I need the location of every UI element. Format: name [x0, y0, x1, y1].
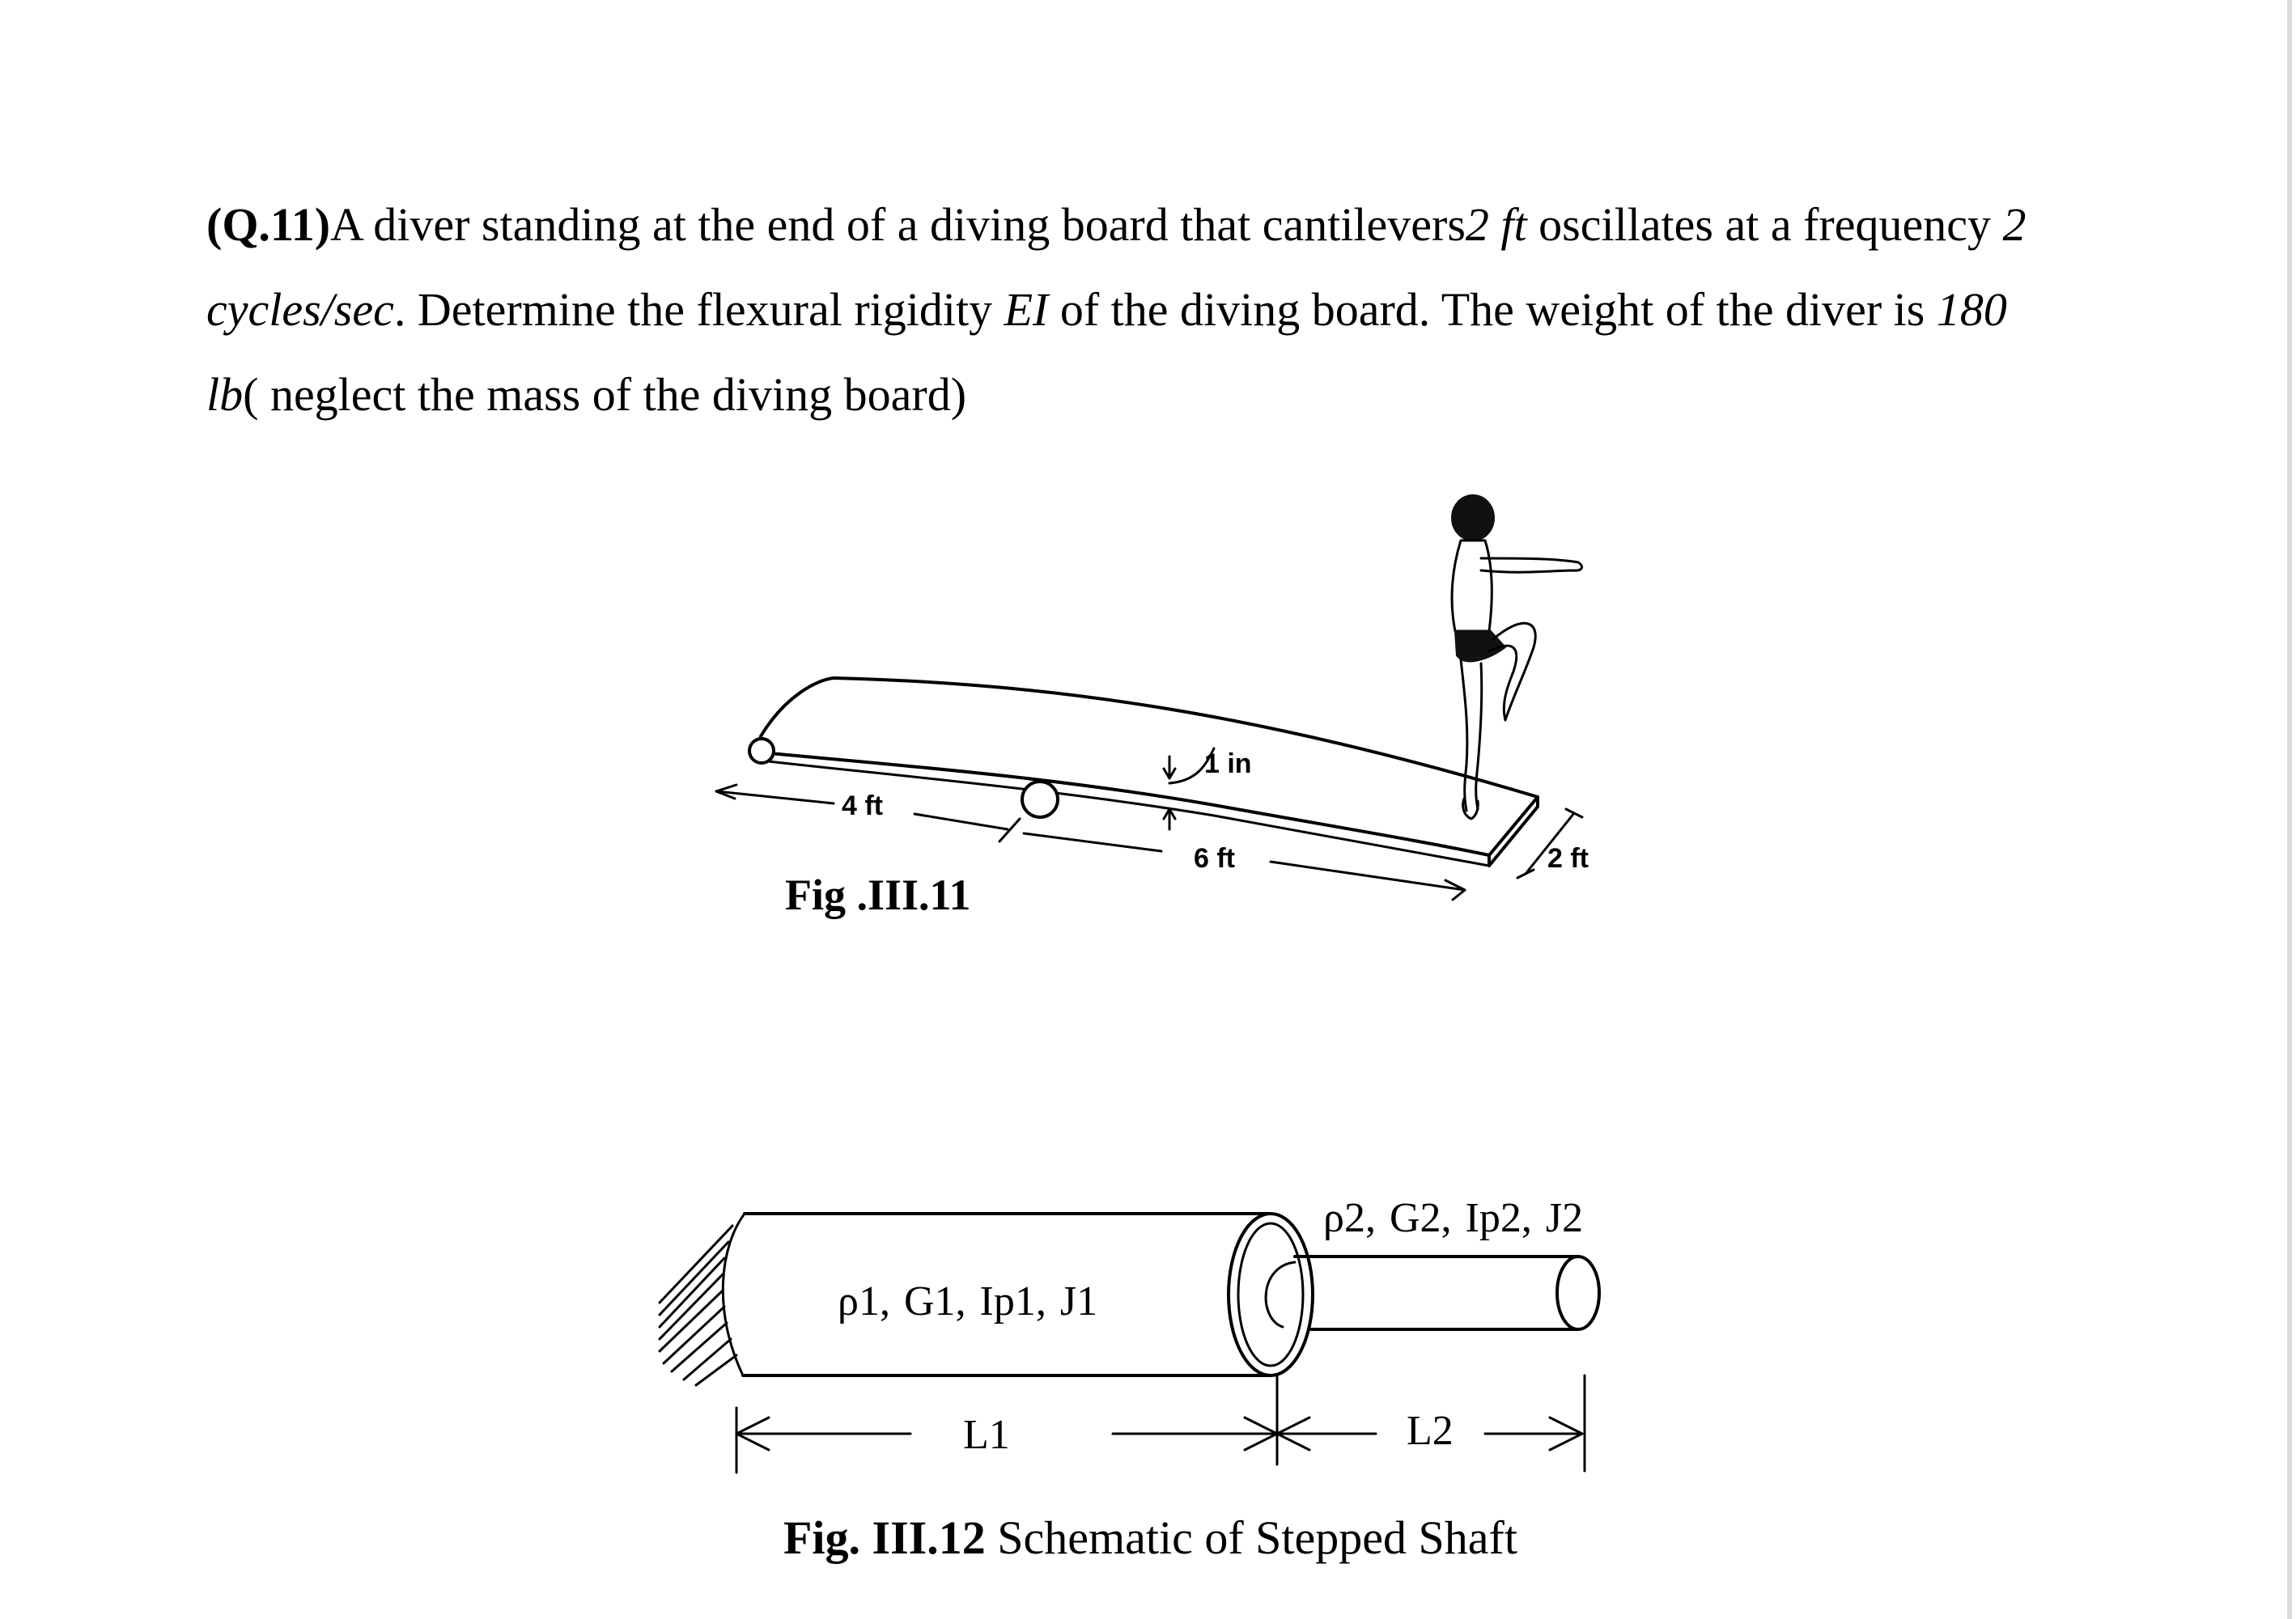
- question-number: (Q.11): [206, 198, 331, 251]
- dim-1in-upper: [1164, 757, 1175, 778]
- weight-value: 180: [1936, 283, 2007, 336]
- dim-2ft-label: 2 ft: [1547, 843, 1589, 874]
- wall-hatching: [660, 1226, 736, 1385]
- length-L2-label: L2: [1407, 1408, 1454, 1454]
- diver-torso: [1452, 540, 1492, 631]
- shaft1-properties: ρ1, G1, Ip1, J1: [838, 1278, 1098, 1324]
- cantilever-length: 2 ft: [1465, 198, 1527, 251]
- diver-illustration: [1452, 495, 1582, 819]
- dim-1in-lower: [1164, 809, 1175, 829]
- question-line-3: lb( neglect the mass of the diving board): [206, 368, 967, 421]
- support-roller: [1022, 782, 1058, 817]
- dim-4ft-label: 4 ft: [842, 790, 883, 821]
- dim-6ft-line-left: [1024, 833, 1161, 851]
- dim-6ft-line-right: [1271, 862, 1465, 890]
- small-shaft-end: [1557, 1257, 1599, 1329]
- dim-4ft-line-right: [915, 814, 1008, 829]
- weight-unit: lb: [206, 368, 244, 421]
- diver-arms: [1481, 558, 1582, 572]
- diver-raised-leg: [1489, 623, 1535, 720]
- fig-III-11-caption: Fig .III.11: [785, 871, 971, 919]
- dim-L2-line-right: [1485, 1418, 1582, 1450]
- fig-III-12-caption: Fig. III.12 Schematic of Stepped Shaft: [783, 1511, 1517, 1564]
- dim-6ft-label: 6 ft: [1194, 843, 1235, 874]
- dim-4ft-tick: [999, 819, 1020, 841]
- large-shaft-end: [1229, 1214, 1313, 1375]
- diver-standing-leg: [1461, 659, 1482, 811]
- flexural-rigidity-symbol: EI: [1004, 283, 1049, 336]
- large-shaft-end-inner: [1238, 1223, 1303, 1366]
- fixed-wall: [723, 1214, 745, 1375]
- shaft2-properties: ρ2, G2, Ip2, J2: [1323, 1195, 1584, 1241]
- board-tip: [1489, 797, 1538, 866]
- length-L1-label: L1: [963, 1412, 1010, 1458]
- dim-1in-label: 1 in: [1204, 748, 1252, 779]
- board-top-surface: [761, 678, 1538, 797]
- question-line-2: cycles/sec. Determine the flexural rigidity EI of the diving board. The weight of the diver is 180: [206, 283, 2007, 336]
- frequency-unit: cycles/sec: [206, 283, 394, 336]
- frequency-value: 2: [2002, 198, 2027, 251]
- diver-head: [1452, 495, 1494, 540]
- diving-board-figure: [716, 495, 1582, 900]
- dim-L1-line-left: [736, 1418, 910, 1450]
- question-line-1: (Q.11)A diver standing at the end of a diving board that cantilevers2 ft oscillates at a frequency 2: [206, 198, 2027, 251]
- stepped-shaft-figure: [660, 1214, 1599, 1473]
- step-transition: [1266, 1262, 1295, 1327]
- hinge-circle: [749, 739, 774, 763]
